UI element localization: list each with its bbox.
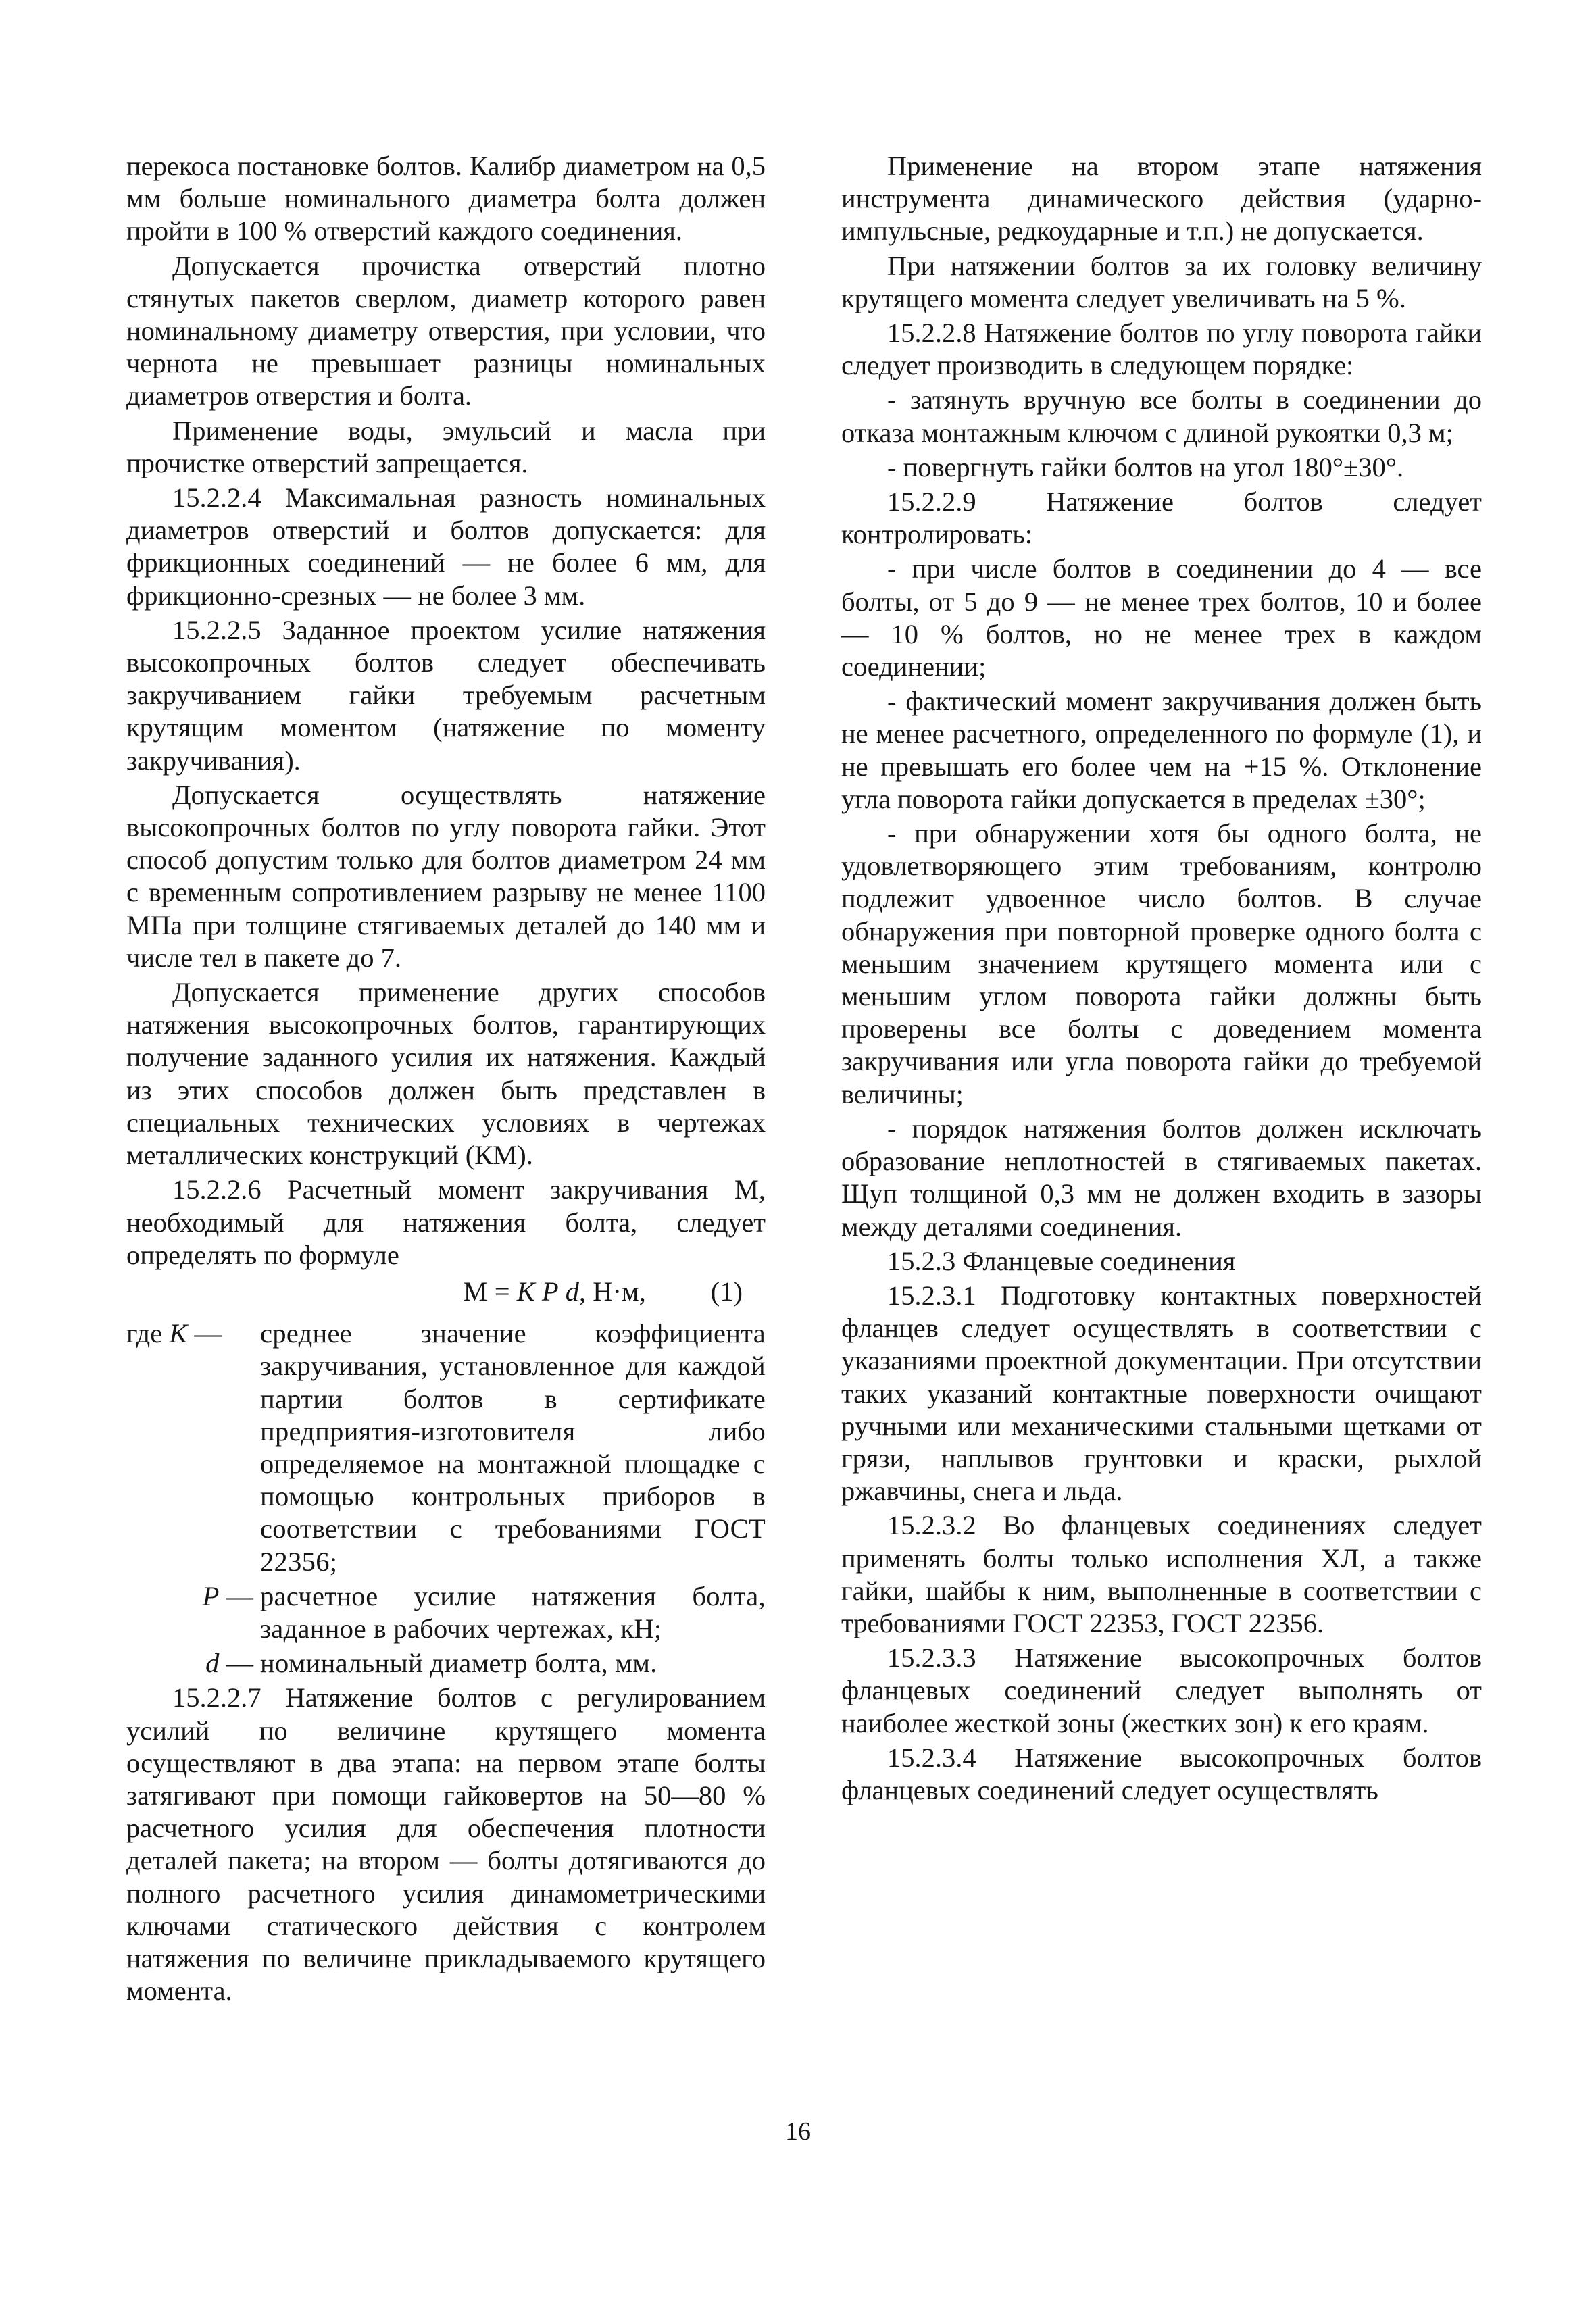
formula-d: d xyxy=(565,1276,580,1307)
formula-k: K xyxy=(516,1276,535,1307)
clause-15-2-2-5: 15.2.2.5 Заданное проектом усилие натяжения высокопрочных болтов следует обеспечивать закручиванием гайки требуемым расчетным крутящим моментом (натяжение по моменту закручивания). xyxy=(126,614,766,776)
dash: — xyxy=(219,1648,253,1679)
formula-p: P xyxy=(541,1276,559,1307)
paragraph: Допускается применение других способов натяжения высокопрочных болтов, гарантирующих получение заданного усилия их натяжения. Каждый из этих способов должен быть представлен в специальных технических условиях в чертежах металлических конструкций (КМ). xyxy=(126,977,766,1171)
definition-lead xyxy=(126,1580,260,1645)
paragraph: перекоса постановке болтов. Калибр диаметром на 0,5 мм больше номинального диаметра болта должен пройти в 100 % отверстий каждого соединения. xyxy=(126,151,766,247)
paragraph: Применение воды, эмульсий и масла при прочистке отверстий запрещается. xyxy=(126,415,766,478)
list-item: - затянуть вручную все болты в соединении до отказа монтажным ключом с длиной рукоятки 0,3 м; xyxy=(841,384,1482,448)
list-item: - фактический момент закручивания должен быть не менее расчетного, определенного по формуле (1), и не превышать его более чем на +15 %. Отклонение угла поворота гайки допускается в пределах ±30°; xyxy=(841,686,1482,814)
symbol-k: K xyxy=(169,1318,188,1349)
formula-unit: , Н·м, xyxy=(579,1276,646,1307)
list-item: - при обнаружении хотя бы одного болта, не удовлетворяющего этим требованиям, контролю подлежит удвоенное число болтов. В случае обнаружения при повторной проверке одного болта с меньшим значением крутящего момента или с меньшим углом поворота гайки должны быть проверены все болты с доведением момента закручивания или угла поворота гайки до требуемой величины; xyxy=(841,818,1482,1109)
definition-k xyxy=(126,1317,766,1578)
definition-text: среднее значение коэффициента закручивания, установленное для каждой партии болтов в сертификате предприятия-изготовителя либо определяемое на монтажной площадке с помощью контрольных приборов в соответствии с требованиями ГОСТ 22356; xyxy=(260,1318,766,1577)
paragraph: Применение на втором этапе натяжения инструмента динамического действия (ударно-импульсные, редкоударные и т.п.) не допускается. xyxy=(841,151,1482,247)
clause-15-2-2-7: 15.2.2.7 Натяжение болтов с регулированием усилий по величине крутящего момента осуществляют в два этапа: на первом этапе болты затягивают при помощи гайковертов на 50—80 % расчетного усилия для обеспечения плотности деталей пакета; на втором — болты дотягиваются до полного расчетного усилия динамометрическими ключами статического действия с контролем натяжения по величине прикладываемого крутящего момента. xyxy=(126,1682,766,2007)
formula-expression xyxy=(464,1276,646,1308)
dash: — xyxy=(219,1580,253,1611)
clause-15-2-3-3: 15.2.3.3 Натяжение высокопрочных болтов фланцевых соединений следует выполнять от наиболее жесткой зоны (жестких зон) к его краям. xyxy=(841,1642,1482,1738)
clause-15-2-3-4: 15.2.3.4 Натяжение высокопрочных болтов фланцевых соединений следует осуществлять xyxy=(841,1742,1482,1805)
clause-15-2-2-8: 15.2.2.8 Натяжение болтов по углу поворота гайки следует производить в следующем порядке: xyxy=(841,318,1482,381)
formula-number: (1) xyxy=(710,1276,743,1307)
definition-p xyxy=(126,1580,766,1645)
formula-1 xyxy=(126,1276,766,1308)
dash: — xyxy=(187,1318,222,1349)
paragraph: Допускается осуществлять натяжение высокопрочных болтов по углу поворота гайки. Этот способ допустим только для болтов диаметром 24 мм с временным сопротивлением разрыву не менее 1100 МПа при толщине стягиваемых деталей до 140 мм и числе тел в пакете до 7. xyxy=(126,779,766,973)
clause-15-2-2-4: 15.2.2.4 Максимальная разность номинальных диаметров отверстий и болтов допускается: для фрикционных соединений — не более 6 мм, для фрикционно-срезных — не более 3 мм. xyxy=(126,482,766,611)
section-heading-15-2-3: 15.2.3 Фланцевые соединения xyxy=(887,1245,1236,1276)
clause-15-2-3-2: 15.2.3.2 Во фланцевых соединениях следует применять болты только исполнения ХЛ, а также гайки, шайбы к ним, выполненные в соответствии с требованиями ГОСТ 22353, ГОСТ 22356. xyxy=(841,1510,1482,1638)
left-column xyxy=(126,150,766,2009)
list-item: - при числе болтов в соединении до 4 — все болты, от 5 до 9 — не менее трех болтов, 10 и более — 10 % болтов, но не менее трех в каждом соединении; xyxy=(841,553,1482,682)
where-word: где xyxy=(126,1318,170,1349)
symbol-p: P xyxy=(202,1580,220,1611)
definition-lead xyxy=(126,1317,260,1578)
list-item: - повергнуть гайки болтов на угол 180°±30°. xyxy=(887,451,1404,482)
definition-d xyxy=(126,1647,766,1680)
clause-15-2-3-1: 15.2.3.1 Подготовку контактных поверхностей фланцев следует осуществлять в соответствии с указаниями проектной документации. При отсутствии таких указаний контактные поверхности очищают ручными или механическими стальными щетками от грязи, наплывов грунтовки и краски, рыхлой ржавчины, снега и льда. xyxy=(841,1280,1482,1507)
list-item: - порядок натяжения болтов должен исключать образование неплотностей в стягиваемых пакетах. Щуп толщиной 0,3 мм не должен входить в зазоры между деталями соединения. xyxy=(841,1113,1482,1242)
definition-lead xyxy=(126,1647,260,1680)
page-number: 16 xyxy=(785,2117,811,2146)
definition-text: номинальный диаметр болта, мм. xyxy=(260,1648,657,1679)
formula-lhs: М = xyxy=(463,1276,517,1307)
symbol-d: d xyxy=(205,1648,220,1679)
paragraph: Допускается прочистка отверстий плотно стянутых пакетов сверлом, диаметр которого равен номинальному диаметру отверстия, при условии, что чернота не превышает разницы номинальных диаметров отверстия и болта. xyxy=(126,250,766,411)
clause-15-2-2-9: 15.2.2.9 Натяжение болтов следует контролировать: xyxy=(841,486,1482,550)
right-column xyxy=(841,150,1482,1809)
paragraph: При натяжении болтов за их головку величину крутящего момента следует увеличивать на 5 %. xyxy=(841,250,1482,313)
clause-15-2-2-6: 15.2.2.6 Расчетный момент закручивания М, необходимый для натяжения болта, следует определять по формуле xyxy=(126,1174,766,1270)
definition-text: расчетное усилие натяжения болта, заданное в рабочих чертежах, кН; xyxy=(260,1580,766,1644)
